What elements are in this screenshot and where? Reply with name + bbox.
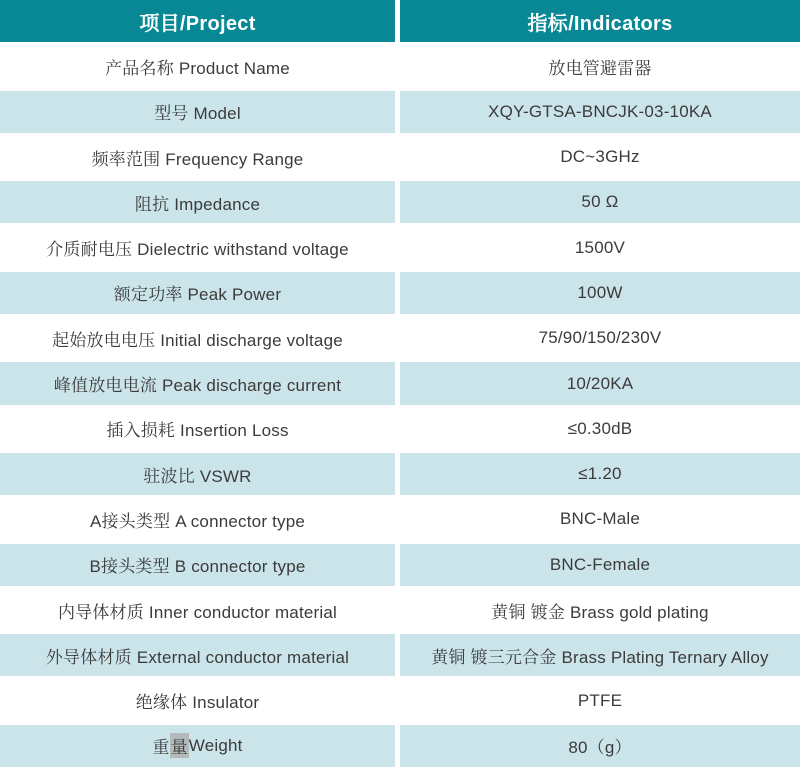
project-cell: 介质耐电压 Dielectric withstand voltage xyxy=(0,226,400,271)
indicator-cell: PTFE xyxy=(400,679,800,724)
table-row xyxy=(0,362,800,407)
table-row xyxy=(0,408,800,453)
project-cell: 起始放电电压 Initial discharge voltage xyxy=(0,317,400,362)
project-cell: 绝缘体 Insulator xyxy=(0,679,400,724)
project-cell: 峰值放电电流 Peak discharge current xyxy=(0,362,400,407)
header-indicators: 指标/Indicators xyxy=(400,0,800,45)
indicator-cell: 1500V xyxy=(400,226,800,271)
table-row xyxy=(0,679,800,724)
table-row xyxy=(0,181,800,226)
project-cell: 额定功率 Peak Power xyxy=(0,272,400,317)
table-row xyxy=(0,634,800,679)
project-cell: 型号 Model xyxy=(0,91,400,136)
indicator-cell: 10/20KA xyxy=(400,362,800,407)
table-row xyxy=(0,226,800,271)
project-cell: 产品名称 Product Name xyxy=(0,45,400,90)
table-row xyxy=(0,91,800,136)
indicator-cell: DC~3GHz xyxy=(400,136,800,181)
indicator-cell: BNC-Male xyxy=(400,498,800,543)
indicator-cell: 放电管避雷器 xyxy=(400,45,800,90)
table-row xyxy=(0,317,800,362)
project-cell: 重 量 Weight xyxy=(0,725,400,770)
highlighted-char: 量 xyxy=(170,733,189,758)
header-project: 项目/Project xyxy=(0,0,400,45)
indicator-cell: ≤0.30dB xyxy=(400,408,800,453)
project-cell: 驻波比 VSWR xyxy=(0,453,400,498)
project-cell: A接头类型 A connector type xyxy=(0,498,400,543)
project-cell: 内导体材质 Inner conductor material xyxy=(0,589,400,634)
table-row xyxy=(0,272,800,317)
indicator-cell: 75/90/150/230V xyxy=(400,317,800,362)
table-row xyxy=(0,725,800,770)
indicator-cell: 100W xyxy=(400,272,800,317)
indicator-cell: 50 Ω xyxy=(400,181,800,226)
project-cell: 频率范围 Frequency Range xyxy=(0,136,400,181)
indicator-cell: ≤1.20 xyxy=(400,453,800,498)
table-row xyxy=(0,498,800,543)
project-cell: 插入损耗 Insertion Loss xyxy=(0,408,400,453)
indicator-cell: XQY-GTSA-BNCJK-03-10KA xyxy=(400,91,800,136)
table-row xyxy=(0,544,800,589)
indicator-cell: 黄铜 镀金 Brass gold plating xyxy=(400,589,800,634)
table-row xyxy=(0,45,800,90)
table-row xyxy=(0,589,800,634)
indicator-cell: 80（g） xyxy=(400,725,800,770)
table-header-row xyxy=(0,0,800,45)
table-row xyxy=(0,136,800,181)
project-cell: B接头类型 B connector type xyxy=(0,544,400,589)
table-row xyxy=(0,453,800,498)
indicator-cell: BNC-Female xyxy=(400,544,800,589)
project-cell: 外导体材质 External conductor material xyxy=(0,634,400,679)
project-cell: 阻抗 Impedance xyxy=(0,181,400,226)
indicator-cell: 黄铜 镀三元合金 Brass Plating Ternary Alloy xyxy=(400,634,800,679)
